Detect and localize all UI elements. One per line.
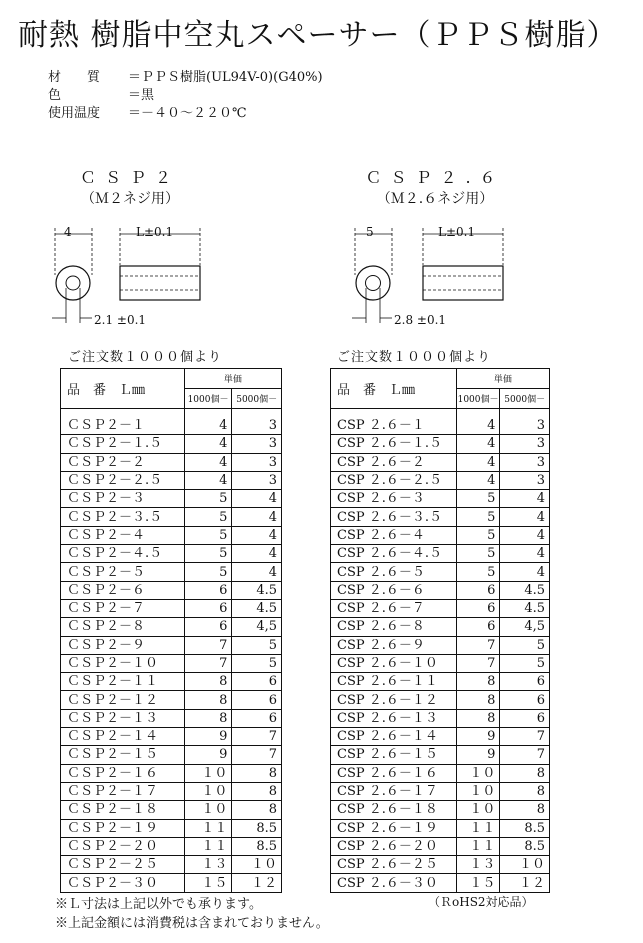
price-5000-cell: 3 [500,453,550,471]
part-number-cell: ＣＳＰ２－７ [61,599,185,617]
part-number-cell: ＣＳＰ２－２５ [61,856,185,874]
table-row [61,654,282,672]
price-5000-cell: 4.5 [500,599,550,617]
table-row [331,526,550,544]
price-5000-cell: 4 [500,563,550,581]
part-number-cell: CSP ２.６－８ [331,618,457,636]
table-row [331,618,550,636]
price-1000-cell: 6 [456,581,500,599]
price-1000-cell: 5 [456,526,500,544]
table-row [331,409,550,435]
price-1000-cell: １０ [456,801,500,819]
price-1000-cell: １１ [184,837,232,855]
table-row [331,545,550,563]
part-number-cell: CSP ２.６－２ [331,453,457,471]
price-1000-cell: 4 [456,453,500,471]
price-1000-cell: 8 [184,691,232,709]
price-1000-cell: 6 [456,599,500,617]
model-csp2-title: ＣＳＰ２ （Ｍ２ネジ用） [79,168,180,207]
table-row [61,764,282,782]
spec-material: 材 質 ＝ＰＰＳ樹脂(UL94V-0)(G40%) [48,70,323,85]
table-row [331,599,550,617]
part-number-cell: ＣＳＰ２－９ [61,636,185,654]
table-row [61,782,282,800]
price-5000-cell: 4.5 [232,581,282,599]
price-5000-cell: １０ [232,856,282,874]
table-row [331,764,550,782]
part-number-cell: ＣＳＰ２－１３ [61,709,185,727]
spec-temperature: 使用温度 ＝－４０～２２０℃ [48,106,247,121]
price-1000-cell: 6 [184,618,232,636]
price-1000-cell: 5 [456,563,500,581]
part-number-cell: CSP ２.６－１ [331,409,457,435]
table-row [331,709,550,727]
table-row [61,819,282,837]
col-header-5000: 5000個－ [500,389,550,409]
table-row [61,490,282,508]
table-row [61,691,282,709]
page-title: 耐熱 樹脂中空丸スペーサー（ＰＰＳ樹脂） [18,18,618,53]
table-row [61,508,282,526]
price-5000-cell: 8 [500,801,550,819]
price-1000-cell: 8 [184,709,232,727]
price-1000-cell: 7 [456,654,500,672]
table-row [331,819,550,837]
price-5000-cell: 8.5 [232,837,282,855]
price-5000-cell: 5 [500,654,550,672]
price-1000-cell: 5 [184,508,232,526]
price-5000-cell: 4 [232,545,282,563]
table-row [331,746,550,764]
price-1000-cell: １３ [456,856,500,874]
part-number-cell: ＣＳＰ２－１４ [61,728,185,746]
price-1000-cell: 9 [184,746,232,764]
table-row [61,581,282,599]
price-5000-cell: 4 [500,508,550,526]
table-row [61,856,282,874]
price-1000-cell: 5 [456,545,500,563]
table-row [61,453,282,471]
price-5000-cell: 6 [500,673,550,691]
table-row [61,599,282,617]
part-number-cell: CSP ２.６－３０ [331,874,457,892]
price-5000-cell: 3 [232,453,282,471]
price-5000-cell: 6 [232,673,282,691]
part-number-cell: CSP ２.６－１９ [331,819,457,837]
part-number-cell: CSP ２.６－１.５ [331,435,457,453]
part-number-cell: ＣＳＰ２－１７ [61,782,185,800]
price-5000-cell: 5 [232,654,282,672]
part-number-cell: ＣＳＰ２－２ [61,453,185,471]
csp2-price-table [60,368,282,893]
csp2-min-order: ご注文数１０００個より [68,350,223,365]
part-number-cell: CSP ２.６－１３ [331,709,457,727]
price-5000-cell: 4.5 [232,599,282,617]
part-number-cell: CSP ２.６－４ [331,526,457,544]
part-number-cell: ＣＳＰ２－５ [61,563,185,581]
part-number-cell: CSP ２.６－２.５ [331,471,457,489]
part-number-cell: CSP ２.６－２０ [331,837,457,855]
price-1000-cell: 5 [184,490,232,508]
csp26-min-order: ご注文数１０００個より [337,350,492,365]
price-1000-cell: 4 [184,471,232,489]
price-5000-cell: １２ [500,874,550,892]
part-number-cell: CSP ２.６－７ [331,599,457,617]
price-5000-cell: 4 [500,490,550,508]
table-row [331,654,550,672]
part-number-cell: ＣＳＰ２－１.５ [61,435,185,453]
part-number-cell: ＣＳＰ２－６ [61,581,185,599]
part-number-cell: ＣＳＰ２－４.５ [61,545,185,563]
part-number-cell: CSP ２.６－５ [331,563,457,581]
price-5000-cell: 5 [500,636,550,654]
part-number-cell: ＣＳＰ２－２.５ [61,471,185,489]
price-5000-cell: 4 [232,526,282,544]
price-1000-cell: 7 [456,636,500,654]
price-1000-cell: 6 [184,599,232,617]
part-number-cell: ＣＳＰ２－１６ [61,764,185,782]
price-1000-cell: 8 [456,673,500,691]
price-1000-cell: 9 [184,728,232,746]
price-1000-cell: 7 [184,636,232,654]
price-5000-cell: 8 [500,782,550,800]
price-5000-cell: 7 [232,728,282,746]
price-1000-cell: １５ [456,874,500,892]
model-csp26-title: ＣＳＰ２.６ （Ｍ２.６ネジ用） [365,168,505,207]
table-row [331,435,550,453]
rohs-note: （ＲoHS2対応品） [428,895,534,909]
table-row [331,508,550,526]
table-row [331,471,550,489]
col-header-price: 単価 [184,369,281,389]
csp26-dimension-diagram [340,220,530,335]
part-number-cell: ＣＳＰ２－３０ [61,874,185,892]
price-1000-cell: 4 [456,409,500,435]
spec-color: 色 ＝黒 [48,88,155,103]
table-row [61,563,282,581]
csp26-length-label: L±0.1 [438,225,476,239]
price-5000-cell: 8 [500,764,550,782]
table-row [331,728,550,746]
price-1000-cell: 6 [456,618,500,636]
price-5000-cell: １２ [232,874,282,892]
table-row [331,837,550,855]
price-5000-cell: 5 [232,636,282,654]
table-row [61,709,282,727]
table-row [331,782,550,800]
price-1000-cell: 5 [184,545,232,563]
part-number-cell: ＣＳＰ２－１９ [61,819,185,837]
price-5000-cell: 8 [232,764,282,782]
price-5000-cell: 4,5 [500,618,550,636]
table-row [61,545,282,563]
table-row [61,728,282,746]
price-5000-cell: 4 [232,490,282,508]
table-row [61,471,282,489]
price-1000-cell: 5 [184,526,232,544]
table-row [331,691,550,709]
part-number-cell: CSP ２.６－１４ [331,728,457,746]
price-5000-cell: 7 [500,728,550,746]
table-row [331,581,550,599]
part-number-cell: ＣＳＰ２－１８ [61,801,185,819]
price-5000-cell: 8 [232,801,282,819]
price-5000-cell: 3 [500,409,550,435]
price-1000-cell: １０ [184,801,232,819]
part-number-cell: CSP ２.６－１１ [331,673,457,691]
col-header-5000: 5000個－ [232,389,282,409]
price-1000-cell: １０ [456,782,500,800]
footnote-length: ※Ｌ寸法は上記以外でも承ります。 [55,897,262,912]
part-number-cell: ＣＳＰ２－１１ [61,673,185,691]
price-1000-cell: 4 [456,471,500,489]
price-1000-cell: 6 [184,581,232,599]
csp26-price-table [330,368,550,893]
part-number-cell: ＣＳＰ２－１ [61,409,185,435]
price-1000-cell: １１ [456,837,500,855]
price-5000-cell: 3 [500,435,550,453]
price-5000-cell: 8.5 [500,819,550,837]
part-number-cell: ＣＳＰ２－１２ [61,691,185,709]
part-number-cell: CSP ２.６－９ [331,636,457,654]
price-5000-cell: 6 [500,691,550,709]
price-1000-cell: １３ [184,856,232,874]
table-row [61,618,282,636]
price-5000-cell: 3 [232,409,282,435]
price-1000-cell: 8 [456,709,500,727]
col-header-part: 品 番 Ｌ㎜ [331,369,457,409]
price-1000-cell: 4 [184,435,232,453]
part-number-cell: CSP ２.６－１８ [331,801,457,819]
price-1000-cell: 9 [456,728,500,746]
table-row [331,453,550,471]
part-number-cell: CSP ２.６－３.５ [331,508,457,526]
price-1000-cell: １０ [184,764,232,782]
part-number-cell: CSP ２.６－１６ [331,764,457,782]
part-number-cell: CSP ２.６－６ [331,581,457,599]
part-number-cell: ＣＳＰ２－１５ [61,746,185,764]
table-row [331,563,550,581]
price-1000-cell: 5 [184,563,232,581]
part-number-cell: ＣＳＰ２－３.５ [61,508,185,526]
table-row [61,636,282,654]
csp2-id-label: 2.1 ±0.1 [94,313,147,327]
table-row [331,856,550,874]
price-1000-cell: 5 [456,508,500,526]
part-number-cell: CSP ２.６－１２ [331,691,457,709]
price-5000-cell: 8 [232,782,282,800]
price-1000-cell: １１ [456,819,500,837]
col-header-1000: 1000個－ [184,389,232,409]
price-5000-cell: 4.5 [500,581,550,599]
price-1000-cell: １１ [184,819,232,837]
csp2-od-label: 4 [64,225,72,239]
price-5000-cell: 7 [500,746,550,764]
price-5000-cell: 8.5 [232,819,282,837]
price-1000-cell: 4 [456,435,500,453]
price-5000-cell: 4,5 [232,618,282,636]
part-number-cell: ＣＳＰ２－２０ [61,837,185,855]
price-5000-cell: 6 [500,709,550,727]
csp2-dimension-diagram [40,220,230,335]
table-row [61,526,282,544]
col-header-1000: 1000個－ [456,389,500,409]
part-number-cell: ＣＳＰ２－３ [61,490,185,508]
csp2-length-label: L±0.1 [136,225,174,239]
part-number-cell: ＣＳＰ２－１０ [61,654,185,672]
part-number-cell: ＣＳＰ２－８ [61,618,185,636]
price-1000-cell: １０ [456,764,500,782]
table-row [61,435,282,453]
part-number-cell: ＣＳＰ２－４ [61,526,185,544]
price-5000-cell: １０ [500,856,550,874]
table-row [331,673,550,691]
price-5000-cell: 6 [232,709,282,727]
csp26-id-label: 2.8 ±0.1 [394,313,447,327]
price-1000-cell: 5 [456,490,500,508]
table-row [331,490,550,508]
table-row [61,673,282,691]
table-row [61,837,282,855]
table-row [61,746,282,764]
csp26-od-label: 5 [366,225,374,239]
price-1000-cell: 7 [184,654,232,672]
price-1000-cell: 4 [184,409,232,435]
price-1000-cell: １０ [184,782,232,800]
part-number-cell: CSP ２.６－１０ [331,654,457,672]
table-row [61,801,282,819]
col-header-part: 品 番 Ｌ㎜ [61,369,185,409]
part-number-cell: CSP ２.６－１５ [331,746,457,764]
price-5000-cell: 4 [500,526,550,544]
price-5000-cell: 4 [500,545,550,563]
price-5000-cell: 8.5 [500,837,550,855]
table-row [61,874,282,892]
table-row [61,409,282,435]
price-1000-cell: 8 [184,673,232,691]
price-5000-cell: 3 [500,471,550,489]
price-1000-cell: 9 [456,746,500,764]
price-5000-cell: 4 [232,508,282,526]
price-5000-cell: 6 [232,691,282,709]
table-row [331,874,550,892]
table-row [331,636,550,654]
price-5000-cell: 3 [232,471,282,489]
price-5000-cell: 3 [232,435,282,453]
price-5000-cell: 7 [232,746,282,764]
price-1000-cell: 4 [184,453,232,471]
table-row [331,801,550,819]
price-1000-cell: 8 [456,691,500,709]
part-number-cell: CSP ２.６－２５ [331,856,457,874]
price-5000-cell: 4 [232,563,282,581]
part-number-cell: CSP ２.６－３ [331,490,457,508]
price-1000-cell: １５ [184,874,232,892]
part-number-cell: CSP ２.６－１７ [331,782,457,800]
col-header-price: 単価 [456,369,549,389]
part-number-cell: CSP ２.６－４.５ [331,545,457,563]
footnote-tax: ※上記金額には消費税は含まれておりません。 [55,916,329,931]
